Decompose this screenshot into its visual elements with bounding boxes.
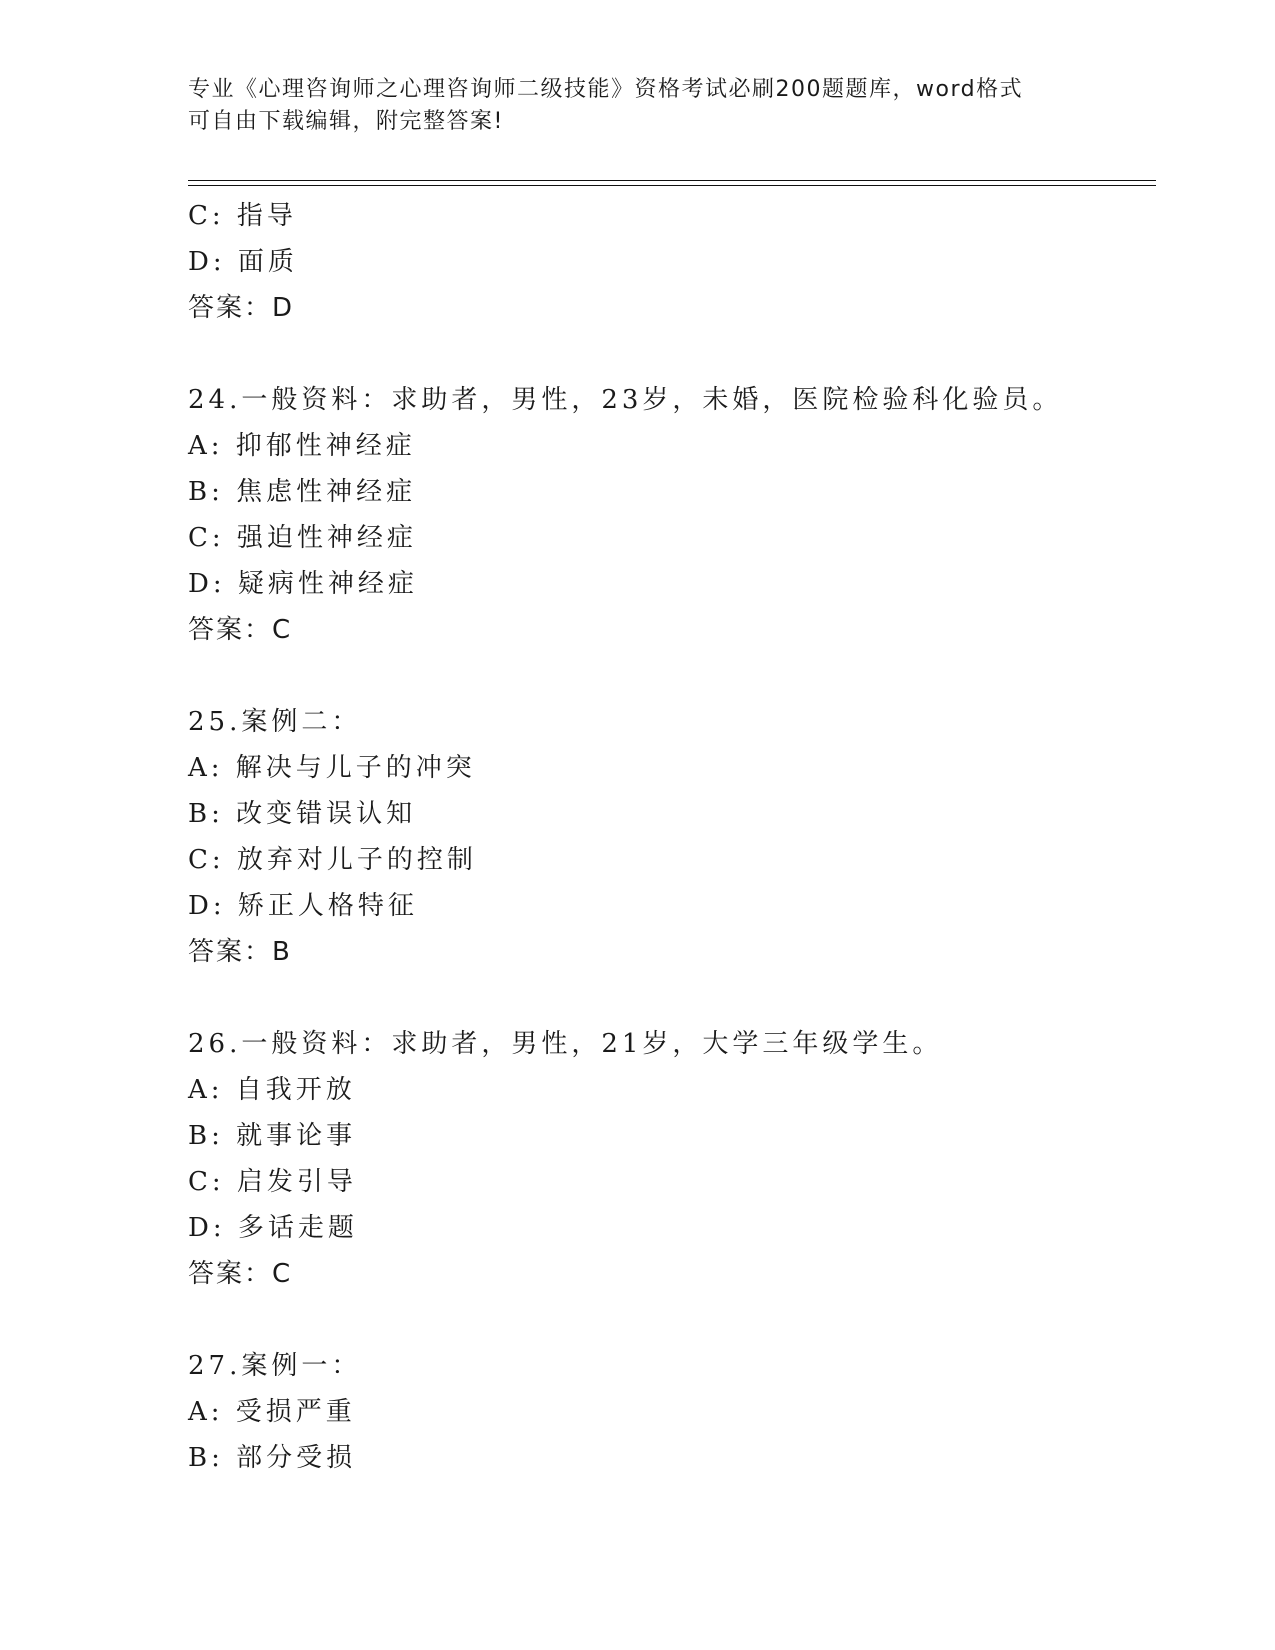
header-divider-bottom [188, 185, 1156, 186]
question-24 [188, 377, 1156, 653]
spacer [188, 653, 1156, 699]
spacer [188, 331, 1156, 377]
option-b: B: 就事论事 [188, 1121, 357, 1151]
question-stem: 27.案例一： [188, 1351, 362, 1381]
option-d: D: 矫正人格特征 [188, 891, 418, 921]
option-b: B: 部分受损 [188, 1443, 357, 1473]
option-b: B: 改变错误认知 [188, 799, 417, 829]
option-a: A: 自我开放 [188, 1075, 356, 1105]
spacer [188, 975, 1156, 1021]
question-26 [188, 1021, 1156, 1297]
question-stem: 25.案例二： [188, 707, 362, 737]
option-c: C: 强迫性神经症 [188, 523, 417, 553]
answer: 答案：D [188, 293, 295, 323]
option-d: D: 多话走题 [188, 1213, 358, 1243]
header-divider-top [188, 180, 1156, 181]
option-c: C: 启发引导 [188, 1167, 357, 1197]
option-a: A: 解决与儿子的冲突 [188, 753, 476, 783]
spacer [188, 1297, 1156, 1343]
option-a: A: 抑郁性神经症 [188, 431, 416, 461]
question-list [188, 193, 1156, 1481]
answer: 答案：C [188, 1259, 293, 1289]
option-c: C: 放弃对儿子的控制 [188, 845, 477, 875]
question-25 [188, 699, 1156, 975]
header-line-1: 专业《心理咨询师之心理咨询师二级技能》资格考试必刷200题题库，word格式 [188, 77, 1024, 102]
option-b: B: 焦虑性神经症 [188, 477, 417, 507]
answer: 答案：C [188, 615, 293, 645]
question-stem: 24.一般资料：求助者，男性，23岁，未婚，医院检验科化验员。 [188, 385, 1063, 415]
document-header [188, 74, 1088, 138]
option-c: C: 指导 [188, 201, 297, 231]
question-stem: 26.一般资料：求助者，男性，21岁，大学三年级学生。 [188, 1029, 943, 1059]
option-d: D: 面质 [188, 247, 298, 277]
question-23-tail [188, 193, 1156, 331]
option-a: A: 受损严重 [188, 1397, 356, 1427]
question-27 [188, 1343, 1156, 1481]
option-d: D: 疑病性神经症 [188, 569, 418, 599]
header-line-2: 可自由下载编辑，附完整答案! [188, 109, 504, 134]
answer: 答案：B [188, 937, 292, 967]
